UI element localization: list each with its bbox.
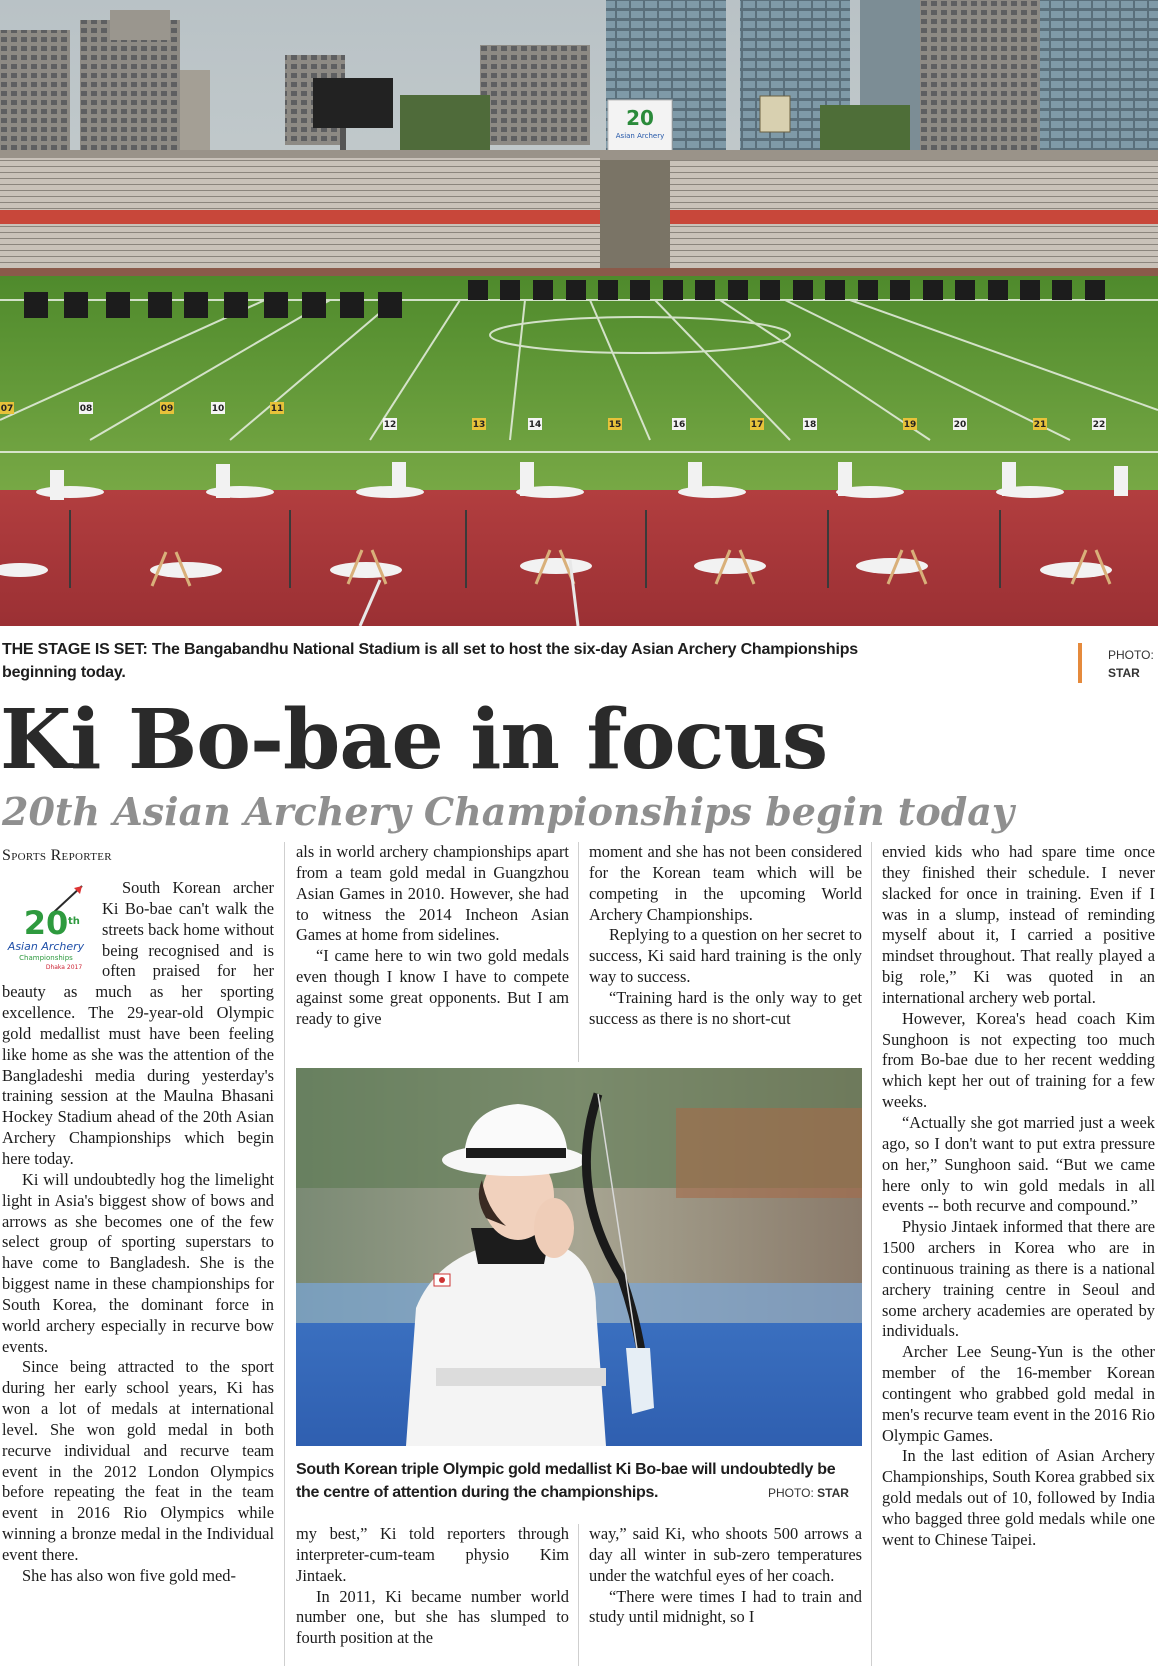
archer-photo-credit: [768, 1486, 849, 1500]
caption-accent-bar: [1078, 643, 1082, 683]
svg-text:09: 09: [160, 404, 174, 414]
paragraph: Since being attracted to the sport during her early school years, Ki has won a lot of medals at international level. She won gold medal in both recurve individual and recurve team event in the 2012 London Olympics before repeating the feat in the team event in 2016 Rio Olympics while winning a bronze medal in the Individual event there.: [2, 1357, 274, 1564]
column-divider: [578, 842, 579, 1062]
svg-text:18: 18: [803, 420, 817, 430]
caption-lead: THE STAGE IS SET:: [2, 641, 148, 658]
svg-text:17: 17: [750, 420, 764, 430]
credit-source: STAR: [817, 1486, 849, 1500]
lane-number-07: [0, 402, 14, 414]
svg-text:12: 12: [383, 420, 397, 430]
paragraph: “Training hard is the only way to get success as there is no short-cut: [589, 987, 862, 1028]
paragraph: She has also won five gold med-: [22, 1565, 236, 1585]
banner-logo-number: 20: [626, 106, 654, 130]
lane-number-08: [79, 402, 93, 414]
lane-number-19: [903, 418, 917, 430]
paragraph: Replying to a question on her secret to success, Ki said hard training is the only way to success.: [589, 925, 862, 987]
paragraph: However, Korea's head coach Kim Sunghoon is not expecting too much from Bo-bae due to her recent wedding which kept her out of training for a few weeks.: [882, 1008, 1155, 1112]
logo-number: 20: [23, 904, 69, 942]
headline: Ki Bo-bae in focus: [0, 692, 828, 788]
paragraph: In the last edition of Asian Archery Championships, South Korea grabbed six gold medals out of 10, followed by India who bagged three gold medals while one went to Chinese Taipei.: [882, 1446, 1155, 1549]
credit-label: PHOTO:: [768, 1486, 814, 1500]
article-column-2-bottom: [296, 1524, 569, 1666]
paragraph: Physio Jintaek informed that there are 1500 archers in Korea who are in continuous training as there is a national archery training centre in Seoul and some archery academies are operated by individuals.: [882, 1217, 1155, 1341]
paragraph: “Actually she got married just a week ago, so I don't want to put extra pressure on her,” Sunghoon said. “But we came here only to win gold medals in all events -- both recurve and compound.”: [882, 1112, 1155, 1216]
paragraph: envied kids who had spare time once they finished their schedule. I never slacked for once in training. Even if I was in a slump, instead of reminding myself about it, I carried a positive mindset throughout. That really played a big role,” Ki was quoted in an international archery web portal.: [882, 842, 1155, 1007]
svg-text:10: 10: [211, 404, 225, 414]
logo-name: Asian Archery: [7, 940, 85, 953]
lane-number-18: [803, 418, 817, 430]
article-column-3-top: [589, 842, 862, 1062]
svg-text:22: 22: [1092, 420, 1106, 430]
caption-text: The Bangabandhu National Stadium is all set to host the six-day Asian Archery Championships beginning today.: [2, 641, 858, 681]
paragraph: Ki will undoubtedly hog the limelight light in Asia's biggest show of bows and arrows as she becomes one of the few select group of sporting superstars to have come to Bangladesh. She is the biggest name in these championships for South Korea, the dominant force in world archery especially in recurve bow events.: [2, 1169, 274, 1356]
paragraph: South Korean archer Ki Bo-bae can't walk the streets back home without being recognised and is often praised for her beauty as much as her sporting excellence. The 29-year-old Olympic gold medallist must have been feeling like home as she was the attention of the Bangladeshi media during yesterday's training session at the Maulna Bhasani Hockey Stadium ahead of the 20th Asian Archery Championships which begin here today.: [2, 878, 274, 1168]
stadium-photo-credit: [1108, 646, 1168, 682]
column-divider: [284, 842, 285, 1666]
svg-text:20: 20: [953, 420, 967, 430]
lane-number-12: [383, 418, 397, 430]
logo-ordinal: th: [68, 916, 80, 927]
subheadline: 20th Asian Archery Championships begin today: [2, 789, 1014, 834]
archer-photo-caption: South Korean triple Olympic gold medallist Ki Bo-bae will undoubtedly be the centre of attention during the championships.: [296, 1461, 836, 1501]
svg-text:07: 07: [0, 404, 14, 414]
svg-text:19: 19: [903, 420, 917, 430]
svg-text:11: 11: [270, 404, 284, 414]
credit-label: PHOTO:: [1108, 648, 1154, 662]
credit-source: STAR: [1108, 666, 1140, 680]
banner-logo-name: Asian Archery: [615, 132, 665, 140]
paragraph: my best,” Ki told reporters through interpreter-cum-team physio Kim Jintaek.: [296, 1524, 569, 1585]
lane-number-14: [528, 418, 542, 430]
svg-text:13: 13: [472, 420, 486, 430]
paragraph: “There were times I had to train and study until midnight, so I: [589, 1586, 862, 1627]
lane-number-15: [608, 418, 622, 430]
article-column-3-bottom: [589, 1524, 862, 1666]
stadium-photo-caption: [2, 638, 922, 684]
stadium-photo: [0, 0, 1158, 626]
paragraph: moment and she has not been considered for the Korean team which will be competing in the upcoming World Archery Championships.: [589, 842, 862, 924]
paragraph: In 2011, Ki became number world number one, but she has slumped to fourth position at the: [296, 1586, 569, 1648]
paragraph: way,” said Ki, who shoots 500 arrows a day all winter in sub-zero temperatures under the watchful eyes of her coach.: [589, 1524, 862, 1585]
svg-text:14: 14: [528, 420, 542, 430]
column-divider: [578, 1524, 579, 1666]
paragraph: “I came here to win two gold medals even though I know I have to compete against some great opponents. But I am ready to give: [296, 946, 569, 1028]
lane-number-11: [270, 402, 284, 414]
lane-number-09: [160, 402, 174, 414]
archer-photo: [296, 1068, 862, 1446]
column-divider: [871, 842, 872, 1666]
svg-text:16: 16: [672, 420, 686, 430]
article-column-4: [882, 842, 1155, 1664]
svg-text:15: 15: [608, 420, 622, 430]
paragraph: Archer Lee Seung-Yun is the other member of the 16-member Korean contingent who grabbed gold medal in men's recurve team event in the 2016 Rio Olympic Games.: [882, 1342, 1155, 1445]
lane-number-10: [211, 402, 225, 414]
championship-logo: [2, 882, 94, 974]
lane-number-13: [472, 418, 486, 430]
lane-number-22: [1092, 418, 1106, 430]
svg-text:08: 08: [79, 404, 93, 414]
lane-number-20: [953, 418, 967, 430]
lane-number-17: [750, 418, 764, 430]
lane-number-16: [672, 418, 686, 430]
logo-sub: Championships: [19, 954, 73, 962]
svg-text:21: 21: [1033, 420, 1047, 430]
byline: Sports Reporter: [2, 847, 112, 864]
article-column-1: [2, 878, 274, 1664]
article-column-2-top: [296, 842, 569, 1062]
lane-number-21: [1033, 418, 1047, 430]
logo-place: Dhaka 2017: [45, 964, 83, 971]
paragraph: als in world archery championships apart from a team gold medal in Guangzhou Asian Games in 2010. However, she had to witness the 2014 Incheon Asian Games at home from sidelines.: [296, 842, 569, 945]
